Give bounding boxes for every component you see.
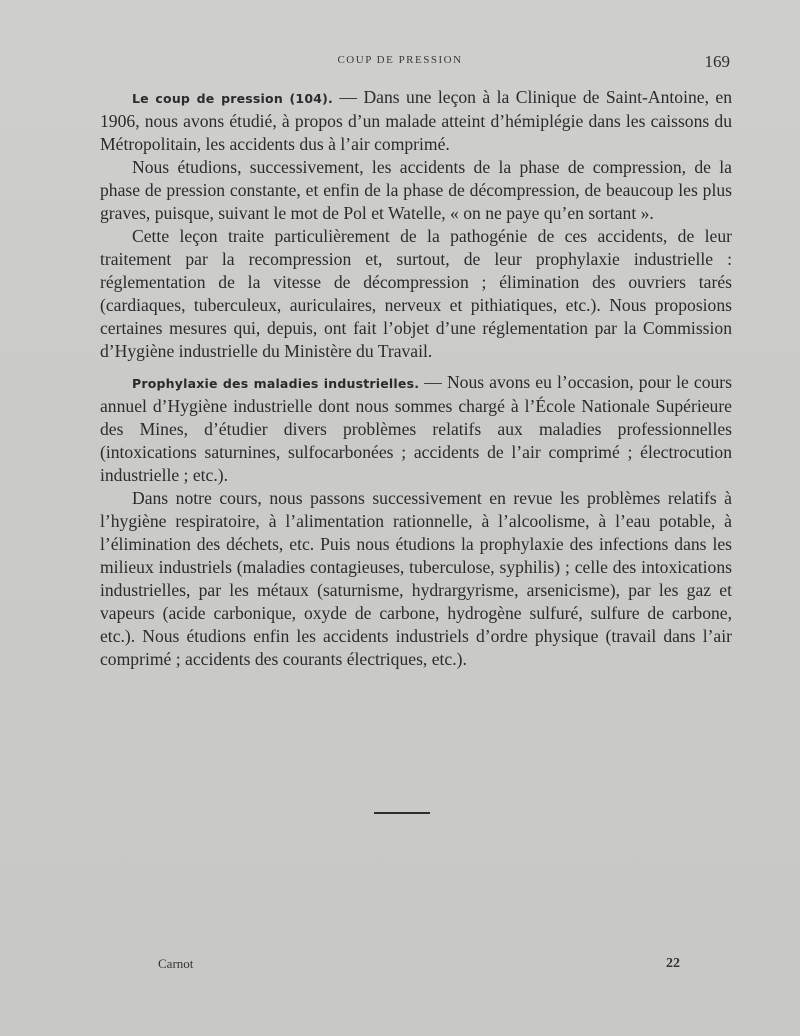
body-text: [100, 86, 732, 671]
heading-dash: —: [419, 372, 447, 392]
page-footer: [0, 956, 800, 976]
running-head: [0, 52, 800, 72]
signature-mark: 22: [666, 956, 680, 971]
paragraph-cours: Dans notre cours, nous passons successivement en revue les problèmes relatifs à l’hygiène respiratoire, à l’alimentation rationnelle, à l’alcoolisme, à l’eau potable, à l’élimination des déchets, etc. Puis nous étudions la prophylaxie des infections dans les milieux industriels (maladies contagieuses, tuberculose, syphilis) ; celle des intoxications industrielles, par les métaux (saturnisme, hydrargyrisme, arsenicisme), par les gaz et vapeurs (acide carbonique, oxyde de carbone, hydrogène sulfuré, sulfure de carbone, etc.). Nous étudions enfin les accidents industriels d’ordre physique (travail dans l’air comprimé ; accidents des courants électriques, etc.).: [100, 488, 732, 669]
section-heading-prophylaxie: Prophylaxie des maladies industrielles.: [132, 376, 420, 391]
paragraph-text: Dans une leçon à la Clinique de Saint-Antoine, en 1906, nous avons étudié, à propos d’un malade atteint d’hémiplégie dans les caissons du Métropolitain, les accidents dus à l’air comprimé.: [100, 87, 733, 154]
paragraph-phases: Nous étudions, successivement, les accidents de la phase de compression, de la phase de pression constante, et enfin de la phase de décompression, de beaucoup les plus graves, puisque, suivant le mot de Pol et Watelle, « on ne paye qu’en sortant ».: [100, 157, 732, 223]
section-end-rule: [374, 812, 430, 814]
paragraph-text: Nous avons eu l’occasion, pour le cours annuel d’Hygiène industrielle dont nous sommes chargé à l’École Nationale Supérieure des Mines, d’étudier divers problèmes relatifs aux maladies professionnelles (intoxications saturnines, sulfocarbonées ; accidents de l’air comprimé ; électrocution industrielle ; etc.).: [100, 372, 732, 485]
section-paragraph-coup-de-pression: [100, 86, 732, 156]
paragraph-pathogenie: Cette leçon traite particulièrement de la pathogénie de ces accidents, de leur traitement par la recompression et, surtout, de leur prophylaxie industrielle : réglementation de la vitesse de décompression ; élimination des ouvriers tarés (cardiaques, tuberculeux, auriculaires, nerveux et pithiatiques, etc.). Nous proposions certaines mesures qui, depuis, ont fait l’objet d’une réglementation par la Commission d’Hygiène industrielle du Ministère du Travail.: [100, 226, 732, 361]
page-number: 169: [704, 52, 730, 71]
heading-dash: —: [332, 87, 364, 107]
footer-author: Carnot: [158, 956, 194, 971]
section-heading-coup-de-pression: Le coup de pression (104).: [132, 91, 333, 106]
running-title: COUP DE PRESSION: [337, 54, 463, 66]
section-paragraph-prophylaxie: [100, 371, 732, 487]
